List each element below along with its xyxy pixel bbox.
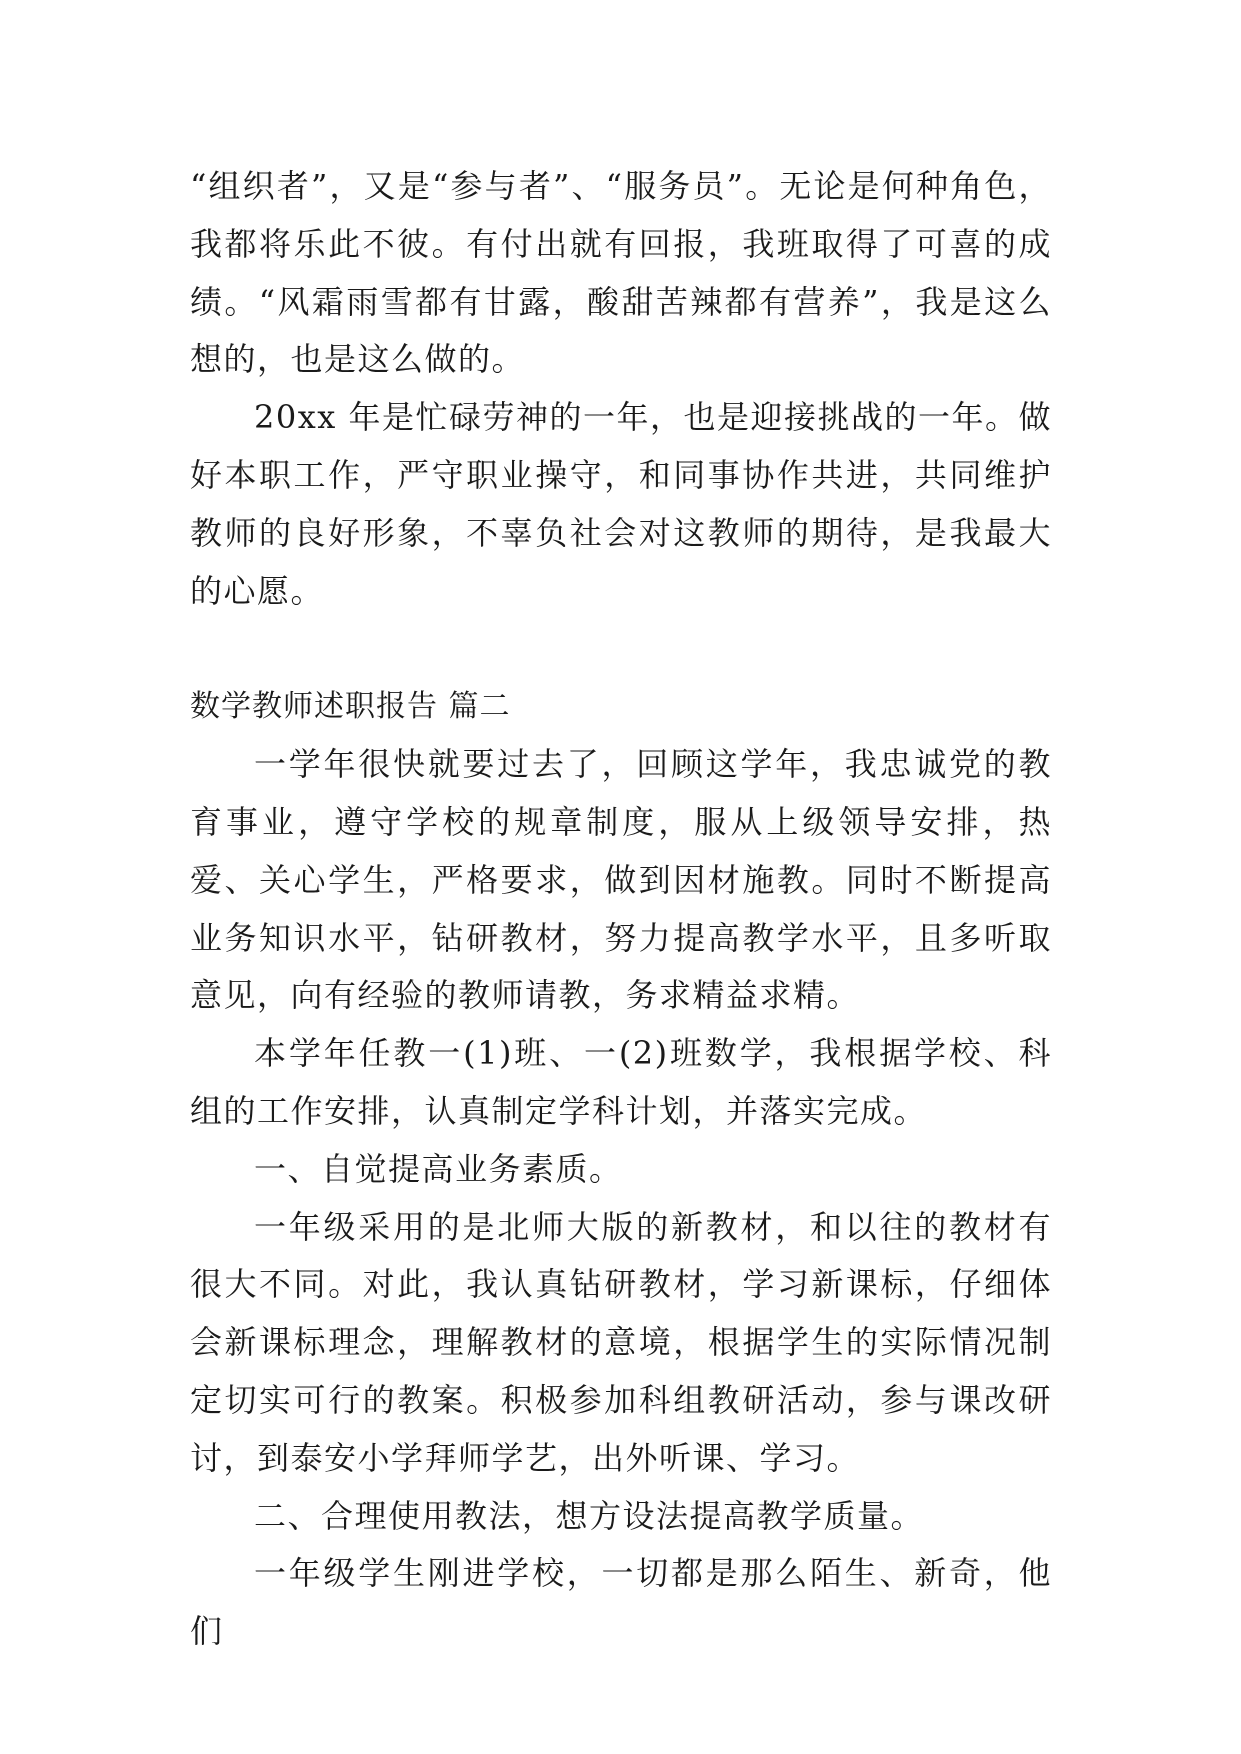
paragraph-continued: “组织者”，又是“参与者”、“服务员”。无论是何种角色，我都将乐此不彼。有付出就有回报，我班取得了可喜的成绩。“风霜雨雪都有甘露，酸甜苦辣都有营养”，我是这么想的，也是这么做的。: [190, 167, 1052, 379]
section-heading: 数学教师述职报告 篇二: [190, 689, 511, 725]
subheading-two: 二、合理使用教法，想方设法提高教学质量。: [254, 1496, 925, 1535]
paragraph: 本学年任教一(1)班、一(2)班数学，我根据学校、科组的工作安排，认真制定学科计划，并落实完成。: [190, 1034, 1052, 1130]
paragraph: 20xx 年是忙碌劳神的一年，也是迎接挑战的一年。做好本职工作，严守职业操守，和同事协作共进，共同维护教师的良好形象，不辜负社会对这教师的期待，是我最大的心愿。: [190, 398, 1052, 610]
paragraph: 一年级采用的是北师大版的新教材，和以往的教材有很大不同。对此，我认真钻研教材，学习新课标，仔细体会新课标理念，理解教材的意境，根据学生的实际情况制定切实可行的教案。积极参加科组教研活动，参与课改研讨，到泰安小学拜师学艺，出外听课、学习。: [190, 1207, 1052, 1477]
subheading-one: 一、自觉提高业务素质。: [254, 1149, 623, 1188]
section-gap: [190, 620, 1052, 678]
paragraph: 一学年很快就要过去了，回顾这学年，我忠诚党的教育事业，遵守学校的规章制度，服从上级领导安排，热爱、关心学生，严格要求，做到因材施教。同时不断提高业务知识水平，钻研教材，努力提高教学水平，且多听取意见，向有经验的教师请教，务求精益求精。: [190, 745, 1052, 1015]
document-body: [190, 158, 1052, 1661]
paragraph: 一年级学生刚进学校，一切都是那么陌生、新奇，他们: [190, 1554, 1052, 1651]
